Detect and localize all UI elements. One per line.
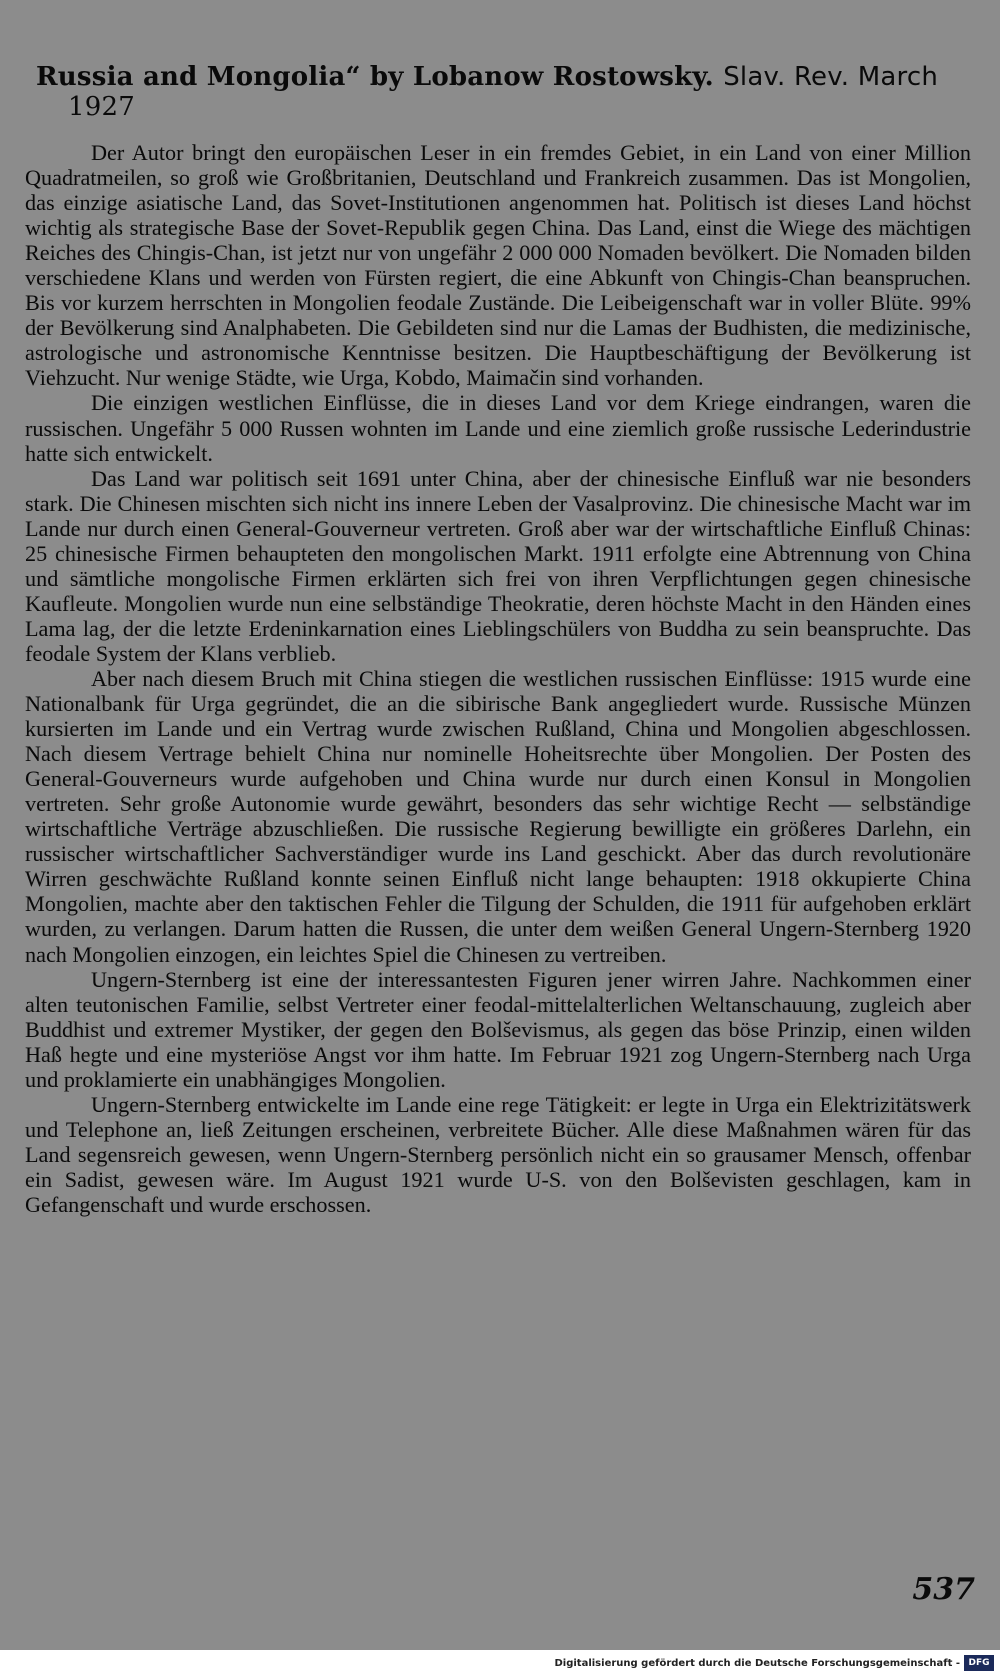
- digitization-footer: [0, 1650, 1000, 1679]
- page-number: 537: [912, 1572, 975, 1607]
- article-reference: Slav. Rev. March: [723, 62, 938, 92]
- paragraph: Das Land war politisch seit 1691 unter China, aber der chinesische Einfluß war nie besonders stark. Die Chinesen mischten sich nicht ins innere Leben der Vasalprovinz. Die chinesische Macht war im Lande nur durch einen General-Gouverneur vertreten. Groß aber war der wirtschaftliche Einfluß Chinas: 25 chinesische Firmen behaupteten den mongolischen Markt. 1911 erfolgte eine Abtrennung von China und sämtliche mongolische Firmen erklärten sich frei von ihren Verpflichtungen gegen chinesische Kaufleute. Mongolien wurde nun eine selbständige Theokratie, deren höchste Macht in den Händen eines Lama lag, der die letzte Erdeninkarnation eines Lieblingschülers von Buddha zu sein beanspruchte. Das feodale System der Klans verblieb.: [25, 465, 971, 666]
- dfg-logo-icon: DFG: [964, 1655, 994, 1671]
- paragraph: Der Autor bringt den europäischen Leser in ein fremdes Gebiet, in ein Land von einer Million Quadratmeilen, so groß wie Großbritanien, Deutschland und Frankreich zusammen. Das ist Mongolien, das einzige asiatische Land, das Sovet-Institutionen angenommen hat. Politisch ist dieses Land höchst wichtig als strategische Base der Sovet-Republik gegen China. Das Land, einst die Wiege des mächtigen Reiches des Chingis-Chan, ist jetzt nur von ungefähr 2 000 000 Nomaden bevölkert. Die Nomaden bilden verschiedene Klans und werden von Fürsten regiert, die eine Abkunft von Chingis-Chan beanspruchen. Bis vor kurzem herrschten in Mongolien feodale Zustände. Die Leibeigenschaft war in voller Blüte. 99% der Bevölkerung sind Analphabeten. Die Gebildeten sind nur die Lamas der Budhisten, die medizinische, astrologische und astronomische Kenntnisse besitzen. Die Hauptbeschäftigung der Bevölkerung ist Viehzucht. Nur wenige Städte, wie Urga, Kobdo, Maimačin sind vorhanden.: [25, 140, 971, 391]
- article-year: 1927: [68, 92, 135, 122]
- article-heading: [36, 62, 966, 122]
- paragraph: Ungern-Sternberg ist eine der interessantesten Figuren jener wirren Jahre. Nachkommen einer alten teutonischen Familie, selbst Vertreter einer feodal-mittelalterlichen Weltanschauung, zugleich aber Buddhist und extremer Mystiker, der gegen den Bolševismus, als gegen das böse Prinzip, einen wilden Haß hegte und eine mysteriöse Angst vor ihm hatte. Im Februar 1921 zog Ungern-Sternberg nach Urga und proklamierte ein unabhängiges Mongolien.: [25, 966, 971, 1092]
- paragraph: Aber nach diesem Bruch mit China stiegen die westlichen russischen Einflüsse: 1915 wurde eine Nationalbank für Urga gegründet, die an die sibirische Bank angegliedert wurde. Russische Münzen kursierten im Lande und ein Vertrag wurde zwischen Rußland, China und Mongolien abgeschlossen. Nach diesem Vertrage behielt China nur nominelle Hoheitsrechte über Mongolien. Der Posten des General-Gouverneurs wurde aufgehoben und China wurde nur durch einen Konsul in Mongolien vertreten. Sehr große Autonomie wurde gewährt, besonders das sehr wichtige Recht — selbständige wirtschaftliche Verträge abzuschließen. Die russische Regierung bewilligte ein größeres Darlehn, ein russischer wirtschaftlicher Sachverständiger wurde ins Land geschickt. Aber das durch revolutionäre Wirren geschwächte Rußland konnte seinen Einfluß nicht lange behaupten: 1918 okkupierte China Mongolien, machte aber den taktischen Fehler die Tilgung der Schulden, die 1911 für aufgehoben erklärt wurden, zu verlangen. Darum hatten die Russen, die unter dem weißen General Ungern-Sternberg 1920 nach Mongolien einzogen, ein leichtes Spiel die Chinesen zu vertreiben.: [25, 665, 971, 967]
- footer-credit: Digitalisierung gefördert durch die Deutsche Forschungsgemeinschaft -: [554, 1658, 960, 1669]
- article-body: [25, 140, 971, 1217]
- paragraph: Die einzigen westlichen Einflüsse, die in dieses Land vor dem Kriege eindrangen, waren die russischen. Ungefähr 5 000 Russen wohnten im Lande und eine ziemlich große russische Lederindustrie hatte sich entwickelt.: [25, 390, 971, 466]
- paragraph: Ungern-Sternberg entwickelte im Lande eine rege Tätigkeit: er legte in Urga ein Elektrizitätswerk und Telephone an, ließ Zeitungen erscheinen, verbreitete Bücher. Alle diese Maßnahmen wären für das Land segensreich gewesen, wenn Ungern-Sternberg persönlich nicht ein so grausamer Mensch, offenbar ein Sadist, gewesen wäre. Im August 1921 wurde U-S. von den Bolševisten geschlagen, kam in Gefangenschaft und wurde erschossen.: [25, 1091, 971, 1217]
- article-title: Russia and Mongolia“ by Lobanow Rostowsky.: [36, 62, 714, 92]
